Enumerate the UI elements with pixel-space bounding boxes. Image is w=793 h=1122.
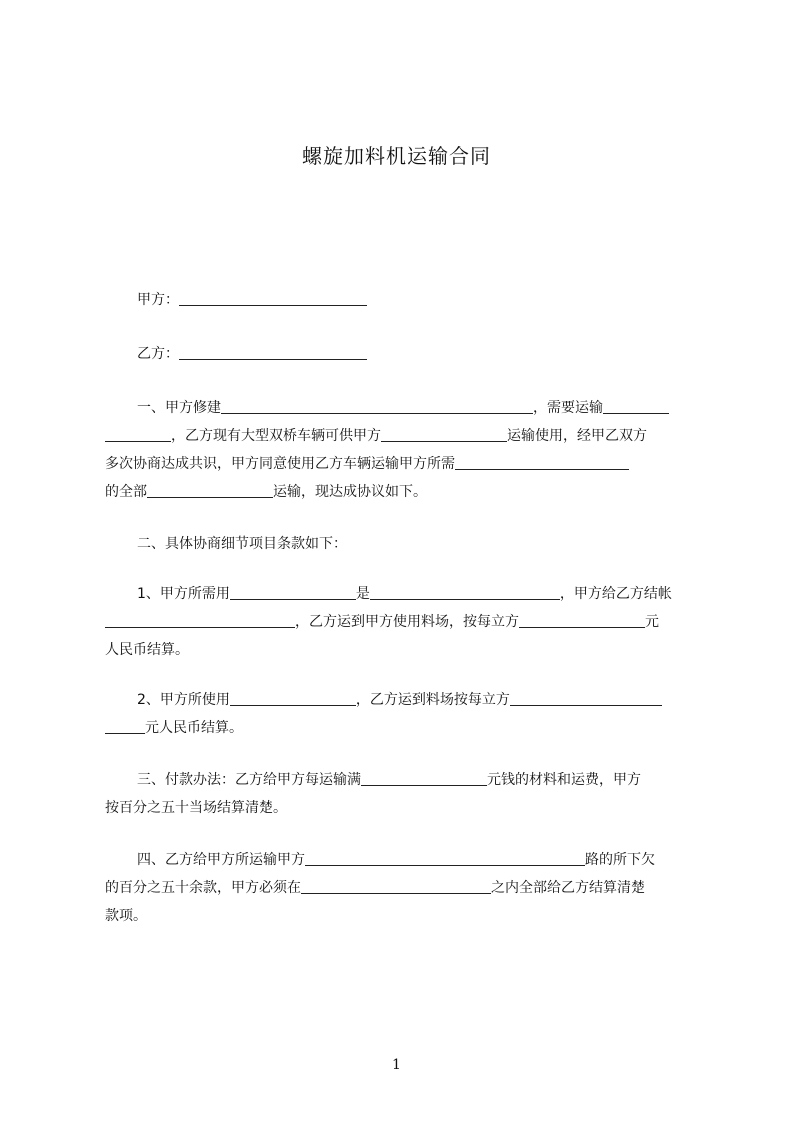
transport-item-blank[interactable]: [603, 399, 669, 414]
item2-price-blank[interactable]: [510, 691, 662, 706]
item2-text: 元人民币结算。: [145, 720, 243, 736]
clause4-text: 的百分之五十余款，甲方必须在: [105, 880, 301, 896]
project-blank[interactable]: [221, 399, 533, 414]
item1-material-blank[interactable]: [230, 585, 356, 600]
clause3-line2: 按百分之五十当场结算清楚。: [105, 800, 287, 816]
item1-line2: [105, 612, 705, 632]
road-blank[interactable]: [305, 851, 585, 866]
item2-line2: [105, 718, 705, 738]
item2-text: 2、甲方所使用: [137, 692, 230, 708]
party-a-label: 甲方：: [137, 292, 179, 308]
all-material-blank[interactable]: [147, 483, 273, 498]
clause4-line1: [137, 850, 705, 870]
item2-text: ，乙方运到料场按每立方: [355, 692, 510, 708]
item1-account-blank[interactable]: [105, 613, 295, 628]
usage-blank[interactable]: [381, 427, 507, 442]
item1-text: 元: [645, 614, 659, 630]
clause1-text: 多次协商达成共识，甲方同意使用乙方车辆运输甲方所需: [105, 456, 455, 472]
item1-price-blank[interactable]: [519, 613, 645, 628]
item1-text: 是: [355, 586, 370, 602]
clause4-text: 四、乙方给甲方所运输甲方: [137, 852, 305, 868]
item2-material-blank[interactable]: [230, 691, 356, 706]
required-material-blank[interactable]: [455, 455, 629, 470]
party-b-label: 乙方：: [137, 346, 179, 362]
page-number: 1: [392, 1057, 401, 1073]
clause4-line2: [105, 878, 705, 898]
item1-text: ，甲方给乙方结帐: [559, 586, 672, 602]
item2-price-blank-cont[interactable]: [105, 719, 145, 734]
clause3-text: 元钱的材料和运费，甲方: [487, 772, 641, 788]
clause1-line4: [105, 482, 705, 502]
document-title: 螺旋加料机运输合同: [302, 144, 491, 168]
clause4-line3: 款项。: [105, 908, 147, 924]
clause1-text: ，乙方现有大型双桥车辆可供甲方: [171, 428, 381, 444]
item1-text: 1、甲方所需用: [137, 586, 230, 602]
item1-line1: [137, 584, 705, 604]
clause2-heading: 二、具体协商细节项目条款如下：: [137, 536, 347, 552]
party-a-line: [137, 290, 705, 310]
clause1-text: 的全部: [105, 484, 147, 500]
clause1-text: 运输，现达成协议如下。: [273, 484, 427, 500]
item1-spec-blank[interactable]: [370, 585, 560, 600]
clause4-text: 之内全部给乙方结算清楚: [491, 880, 645, 896]
party-b-blank[interactable]: [179, 345, 367, 360]
clause1-line2: [105, 426, 705, 446]
item1-line3: 人民币结算。: [105, 642, 189, 658]
clause1-text: ，需要运输: [533, 400, 603, 416]
clause4-text: 路的所下欠: [585, 852, 655, 868]
party-b-line: [137, 344, 705, 364]
clause1-line3: [105, 454, 705, 474]
item1-text: ，乙方运到甲方使用料场，按每立方: [295, 614, 519, 630]
clause3-line1: [137, 770, 705, 790]
clause1-line1: [137, 398, 705, 418]
clause3-text: 三、付款办法：乙方给甲方每运输满: [137, 772, 361, 788]
deadline-blank[interactable]: [301, 879, 491, 894]
transport-item-blank-cont[interactable]: [105, 427, 171, 442]
payment-threshold-blank[interactable]: [361, 771, 487, 786]
clause1-text: 一、甲方修建: [137, 400, 221, 416]
clause1-text: 运输使用，经甲乙双方: [507, 428, 647, 444]
item2-line1: [137, 690, 705, 710]
party-a-blank[interactable]: [179, 291, 367, 306]
